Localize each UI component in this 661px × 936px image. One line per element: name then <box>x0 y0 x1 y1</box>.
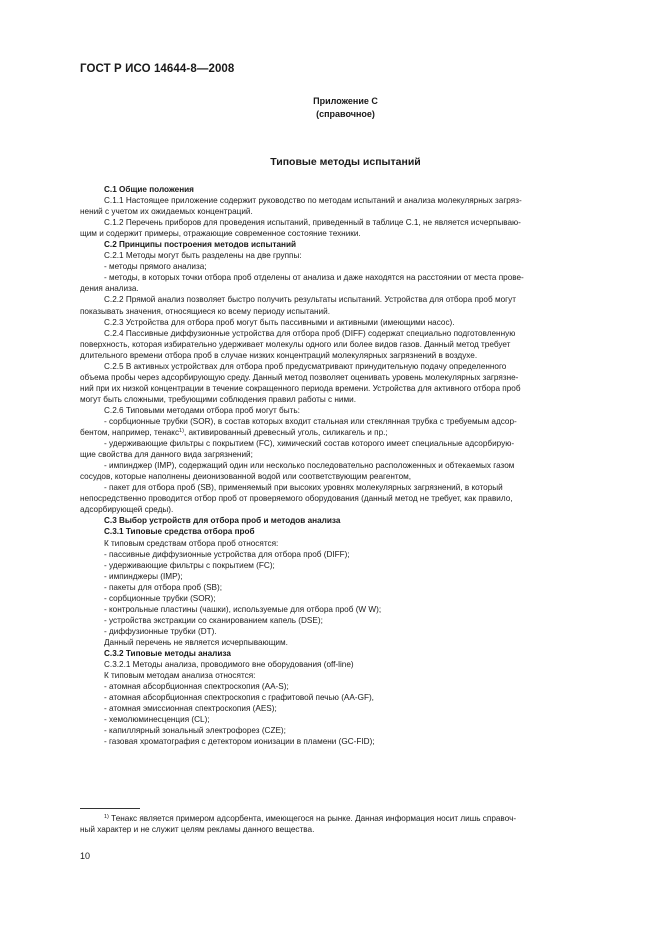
paragraph-line: объема пробы через адсорбирующую среду. Данный метод позволяет оценивать уровень молекулярных загрязне- <box>80 372 519 382</box>
annex-kind: (справочное) <box>316 109 375 119</box>
paragraph-line: Данный перечень не является исчерпывающим. <box>104 637 288 647</box>
section-heading: С.3 Выбор устройств для отбора проб и методов анализа <box>104 516 341 526</box>
paragraph-line: С.1.2 Перечень приборов для проведения испытаний, приведенный в таблице С.1, не является исчерпываю- <box>104 218 521 228</box>
list-item: - пассивные диффузионные устройства для отбора проб (DIFF); <box>104 549 350 559</box>
list-item: - методы, в которых точки отбора проб отделены от анализа и даже находятся на расстоянии от места прове- <box>104 273 524 283</box>
text-span: бентом, например, тенакс <box>80 428 180 438</box>
annex-label: Приложение С <box>313 96 378 106</box>
paragraph-line: непосредственно проводится отбор проб от проверяемого оборудования (данный метод не требует, как правило, <box>80 494 513 504</box>
paragraph-line: С.3.2.1 Методы анализа, проводимого вне оборудования (off-line) <box>104 660 354 670</box>
text-span: , активированный древесный уголь, силикагель и пр.; <box>183 428 388 438</box>
list-item: - капиллярный зональный электрофорез (CZE); <box>104 726 286 736</box>
paragraph-line: могут быть сложными, требующими соблюдения правил работы с ними. <box>80 394 356 404</box>
paragraph-line: длительного времени отбора проб в случае низких концентраций молекулярных загрязнений в воздухе. <box>80 350 478 360</box>
list-item: - атомная эмиссионная спектроскопия (AES); <box>104 704 277 714</box>
paragraph-line: поверхность, которая избирательно удерживает молекулы одного или более видов газов. Данный метод требует <box>80 339 511 349</box>
list-item: - контрольные пластины (чашки), используемые для отбора проб (W W); <box>104 604 382 614</box>
list-item: - импинджер (IMP), содержащий один или несколько последовательно расположенных и обтекаемых газом <box>104 461 515 471</box>
list-item: - газовая хроматография с детектором ионизации в пламени (GC-FID); <box>104 737 375 747</box>
paragraph-line: С.2.4 Пассивные диффузионные устройства для отбора проб (DIFF) содержат специально подготовленную <box>104 328 516 338</box>
document-header-code: ГОСТ Р ИСО 14644-8—2008 <box>80 63 235 75</box>
paragraph-line: С.2.3 Устройства для отбора проб могут быть пассивными и активными (имеющими насос). <box>104 317 455 327</box>
page-number: 10 <box>80 851 91 861</box>
list-item: - устройства экстракции со сканированием капель (DSE); <box>104 615 323 625</box>
paragraph-line: щим и содержит примеры, отражающие современное состояние техники. <box>80 229 361 239</box>
list-item: - удерживающие фильтры с покрытием (FC), химический состав которого имеет специальные адсорбирую- <box>104 439 515 449</box>
list-item: - сорбционные трубки (SOR); <box>104 593 216 603</box>
section-heading: С.1 Общие положения <box>104 185 194 194</box>
annex-title: Типовые методы испытаний <box>270 156 421 168</box>
list-item: - атомная абсорбционная спектроскопия (AA-S); <box>104 682 289 692</box>
footnote-text: Тенакс является примером адсорбента, имеющегося на рынке. Данная информация носит лишь справоч- <box>108 814 517 823</box>
paragraph-line: С.2.6 Типовыми методами отбора проб могут быть: <box>104 405 300 415</box>
paragraph-line: С.2.1 Методы могут быть разделены на две группы: <box>104 251 302 261</box>
section-heading: С.2 Принципы построения методов испытаний <box>104 240 297 250</box>
paragraph-line: показывать значения, относящиеся ко всему периоду испытаний. <box>80 306 330 316</box>
footnote-line: ный характер и не служит целям рекламы данного вещества. <box>80 825 315 835</box>
footnote <box>80 813 582 835</box>
paragraph-line: С.2.2 Прямой анализ позволяет быстро получить результаты испытаний. Устройства для отбора проб могут <box>104 295 516 305</box>
paragraph-line <box>80 427 582 438</box>
paragraph-line: С.2.5 В активных устройствах для отбора проб предусматривают принудительную подачу определенного <box>104 361 507 371</box>
paragraph-line: дения анализа. <box>80 284 139 294</box>
list-item: - хемолюминесценция (CL); <box>104 715 210 725</box>
list-item: - импинджеры (IMP); <box>104 571 183 581</box>
list-item: - атомная абсорбционная спектроскопия с графитовой печью (AA-GF), <box>104 693 374 703</box>
list-item: - пакеты для отбора проб (SB); <box>104 582 223 592</box>
list-item: - методы прямого анализа; <box>104 262 207 272</box>
footnote-line <box>80 813 582 824</box>
paragraph-line: К типовым методам анализа относятся: <box>104 671 256 681</box>
subsection-heading: С.3.2 Типовые методы анализа <box>104 648 231 658</box>
list-item: - диффузионные трубки (DT). <box>104 626 217 636</box>
paragraph-line: К типовым средствам отбора проб относятся: <box>104 538 279 548</box>
paragraph-line: ний при их низкой концентрации в течение сокращенного периода времени. Устройства для активного отбора проб <box>80 383 521 393</box>
paragraph-line: сосудов, которые наполнены деионизованной водой или соответствующим реагентом, <box>80 472 412 482</box>
annex-body <box>80 184 582 747</box>
paragraph-line: адсорбирующей среды). <box>80 505 174 515</box>
footnote-mark: 1) <box>104 814 109 820</box>
paragraph-line: С.1.1 Настоящее приложение содержит руководство по методам испытаний и анализа молекулярных загряз- <box>104 196 522 206</box>
list-item: - удерживающие фильтры с покрытием (FC); <box>104 560 275 570</box>
subsection-heading: С.3.1 Типовые средства отбора проб <box>104 527 255 537</box>
list-item: - сорбционные трубки (SOR), в состав которых входит стальная или стеклянная трубка с требуемым адсор- <box>104 416 517 426</box>
paragraph-line: щие свойства для данного вида загрязнений; <box>80 450 253 460</box>
footnote-reference: 1) <box>179 428 184 435</box>
list-item: - пакет для отбора проб (SB), применяемый при высоких уровнях молекулярных загрязнений, в который <box>104 483 503 493</box>
footnote-separator <box>80 808 140 809</box>
paragraph-line: нений с учетом их ожидаемых концентраций. <box>80 207 253 217</box>
